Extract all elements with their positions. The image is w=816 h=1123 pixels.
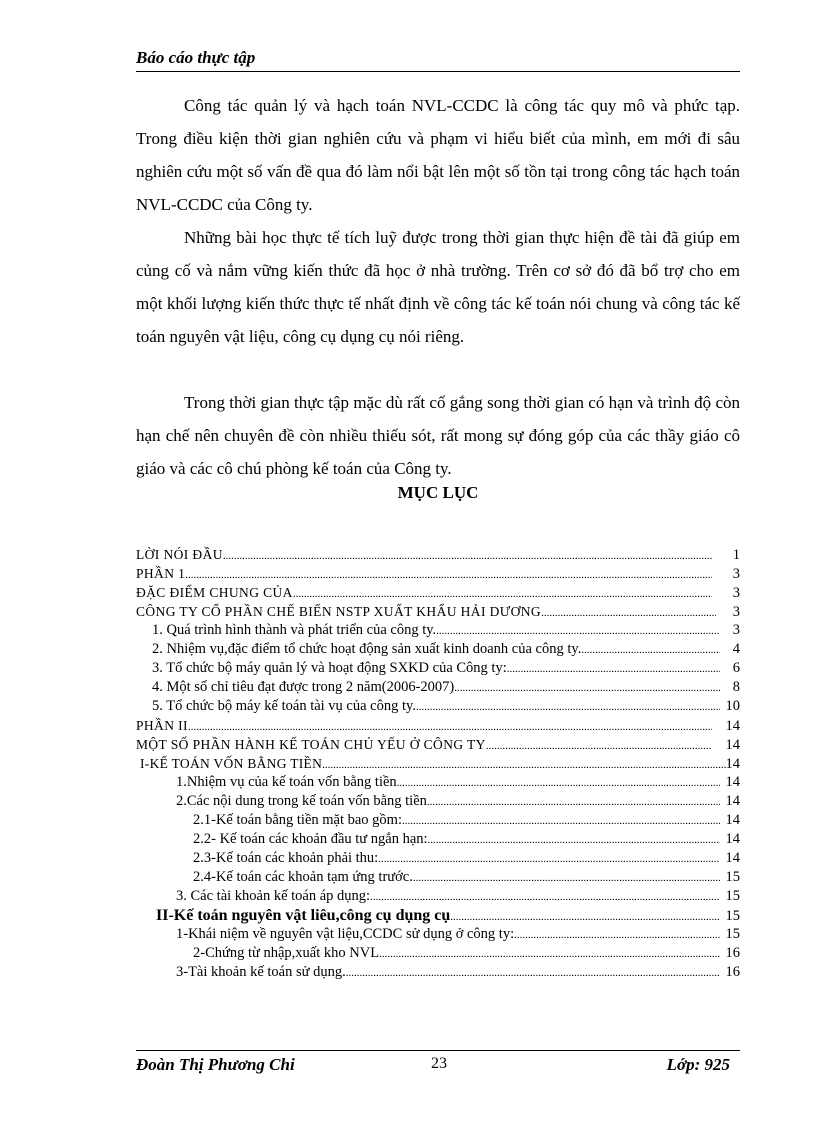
footer-author: Đoàn Thị Phương Chi	[136, 1055, 295, 1074]
toc-entry-page: 15	[725, 908, 740, 924]
toc-entry[interactable]	[136, 716, 740, 735]
toc-entry-page: 8	[732, 679, 740, 695]
toc-leader	[397, 774, 720, 792]
toc-leader	[378, 850, 720, 868]
toc-entry-text: 2.4-Kế toán các khoản tạm ứng trước.	[193, 869, 413, 885]
footer-class-label: Lớp: 925	[666, 1055, 730, 1074]
toc-entry[interactable]	[136, 830, 740, 849]
toc-entry-text: 2-Chứng từ nhập,xuất kho NVL	[193, 945, 380, 961]
toc-entry-text: 3. Tổ chức bộ máy quản lý và hoạt động SXKD của Công ty:	[152, 660, 507, 676]
toc-leader	[185, 566, 712, 583]
toc-entry[interactable]	[136, 697, 740, 716]
toc-entry-text: 1-Khái niệm về nguyên vật liệu,CCDC sử dụng ở công ty:	[176, 926, 515, 942]
toc-leader	[514, 926, 720, 944]
toc-entry-text: 4. Một số chỉ tiêu đạt được trong 2 năm(2006-2007)	[152, 679, 455, 695]
toc-entry-text: CÔNG TY CỔ PHẦN CHẾ BIẾN NSTP XUẤT KHẨU HẢI DƯƠNG	[136, 604, 542, 619]
toc-entry-page: 15	[725, 926, 740, 942]
toc-entry[interactable]	[136, 659, 740, 678]
toc-leader	[223, 547, 712, 564]
toc-entry-text: MỘT SỐ PHẦN HÀNH KẾ TOÁN CHỦ YẾU Ở CÔNG TY	[136, 737, 486, 752]
toc-entry-page: 10	[725, 698, 740, 714]
toc-entry-text: 3-Tài khoản kế toán sử dụng.	[176, 964, 346, 980]
toc-entry-text: 2.1-Kế toán bằng tiền mặt bao gồm:	[193, 812, 402, 828]
toc-entry[interactable]	[136, 868, 740, 887]
toc-leader	[416, 698, 720, 716]
toc-entry-text: 2.2- Kế toán các khoản đầu tư ngắn hạn:	[193, 831, 428, 847]
toc-entry[interactable]	[136, 754, 740, 773]
toc-leader	[346, 964, 720, 982]
toc-entry-page: 4	[732, 641, 740, 657]
toc-entry-text: PHẦN II	[136, 718, 188, 733]
toc-entry[interactable]	[136, 735, 740, 754]
toc-leader	[454, 679, 720, 697]
toc-leader	[507, 660, 720, 678]
toc-entry-text: 5. Tổ chức bộ máy kế toán tài vụ của công ty.	[152, 698, 416, 714]
body-paragraph-1: Công tác quản lý và hạch toán NVL-CCDC là công tác quy mô và phức tạp. Trong điều kiện thời gian nghiên cứu và phạm vi hiểu biết của mình, em mới đi sâu nghiên cứu một số vấn đề qua đó làm nổi bật lên một số tồn tại trong công tác hạch toán NVL-CCDC của Công ty.	[136, 96, 740, 214]
toc-entry[interactable]	[136, 545, 740, 564]
toc-entry[interactable]	[136, 773, 740, 792]
header-title: Báo cáo thực tập	[136, 48, 256, 67]
toc-entry-text: 3. Các tài khoản kế toán áp dụng:	[176, 888, 371, 904]
toc-entry[interactable]	[136, 583, 740, 602]
toc-entry-page: 16	[725, 964, 740, 980]
toc-entry-page: 3	[732, 604, 740, 620]
toc-entry-page: 14	[725, 793, 740, 809]
body-paragraph-2: Những bài học thực tế tích luỹ được trong thời gian thực hiện đề tài đã giúp em củng cố và nắm vững kiến thức đã học ở nhà trường. Trên cơ sở đó đã bổ trợ cho em một khối lượng kiến thức thực tế nhất định về công tác kế toán nói chung và công tác kế toán nguyên vật liệu, công cụ dụng cụ nói riêng.	[136, 228, 740, 346]
toc-entry-page: 15	[725, 869, 740, 885]
toc-leader	[436, 622, 720, 640]
toc-leader	[428, 831, 720, 849]
toc-leader	[427, 793, 720, 811]
footer-rule	[136, 1050, 740, 1051]
toc-entry[interactable]	[136, 963, 740, 982]
toc-entry-text: 2.3-Kế toán các khoản phải thu:	[193, 850, 379, 866]
toc-title: MỤC LỤC	[397, 483, 479, 502]
toc-entry-page: 1	[732, 547, 740, 563]
toc-entry-page: 14	[725, 812, 740, 828]
toc-entry-text: LỜI NÓI ĐẦU	[136, 547, 223, 562]
toc-leader	[402, 812, 720, 830]
footer-page-number: 23	[431, 1055, 447, 1072]
table-of-contents	[136, 545, 740, 982]
toc-entry-page: 14	[725, 737, 740, 753]
toc-entry-page: 3	[732, 566, 740, 582]
toc-leader	[379, 945, 720, 963]
toc-entry[interactable]	[136, 640, 740, 659]
toc-entry-page: 6	[732, 660, 740, 676]
toc-entry-text: 2.Các nội dung trong kế toán vốn bằng tiền	[176, 793, 427, 809]
toc-entry-page: 14	[725, 774, 740, 790]
header-rule	[136, 71, 740, 72]
toc-entry-text: 2. Nhiệm vụ,đặc điểm tổ chức hoạt động sản xuất kinh doanh của công ty.	[152, 641, 582, 657]
toc-entry[interactable]	[136, 811, 740, 830]
toc-entry[interactable]	[136, 925, 740, 944]
toc-entry-text: ĐẶC ĐIỂM CHUNG CỦA	[136, 585, 293, 600]
toc-entry-page: 3	[732, 622, 740, 638]
toc-entry-text: 1. Quá trình hình thành và phát triển của công ty.	[152, 622, 437, 638]
toc-entry[interactable]	[136, 621, 740, 640]
toc-entry[interactable]	[136, 564, 740, 583]
toc-entry[interactable]	[136, 906, 740, 925]
toc-entry[interactable]	[136, 849, 740, 868]
toc-leader	[188, 718, 712, 735]
toc-leader	[486, 737, 712, 754]
toc-entry-text: I-KẾ TOÁN VỐN BẰNG TIỀN	[140, 756, 323, 771]
toc-entry[interactable]	[136, 678, 740, 697]
toc-entry-text: PHẦN 1	[136, 566, 186, 581]
toc-entry[interactable]	[136, 944, 740, 963]
toc-leader	[370, 888, 720, 906]
toc-entry-text: II-Kế toán nguyên vật liêu,công cụ dụng cụ	[156, 907, 451, 924]
toc-leader	[322, 756, 725, 773]
toc-entry-page: 14	[725, 831, 740, 847]
toc-entry[interactable]	[136, 887, 740, 906]
toc-entry[interactable]	[136, 602, 740, 621]
toc-leader	[293, 585, 712, 602]
toc-entry-page: 15	[725, 888, 740, 904]
toc-leader	[581, 641, 720, 659]
body-paragraph-3: Trong thời gian thực tập mặc dù rất cố gắng song thời gian có hạn và trình độ còn hạn chế nên chuyên đề còn nhiều thiếu sót, rất mong sự đóng góp của các thầy giáo cô giáo và các cô chú phòng kế toán của Công ty.	[136, 393, 740, 478]
toc-entry-page: 14	[725, 718, 740, 734]
toc-leader	[450, 908, 720, 925]
toc-entry[interactable]	[136, 792, 740, 811]
toc-entry-text: 1.Nhiệm vụ của kế toán vốn bằng tiền	[176, 774, 397, 790]
toc-entry-page: 3	[732, 585, 740, 601]
toc-entry-page: 16	[725, 945, 740, 961]
toc-leader	[541, 604, 716, 621]
toc-entry-page: 14	[725, 756, 740, 772]
toc-leader	[413, 869, 720, 887]
toc-entry-page: 14	[725, 850, 740, 866]
